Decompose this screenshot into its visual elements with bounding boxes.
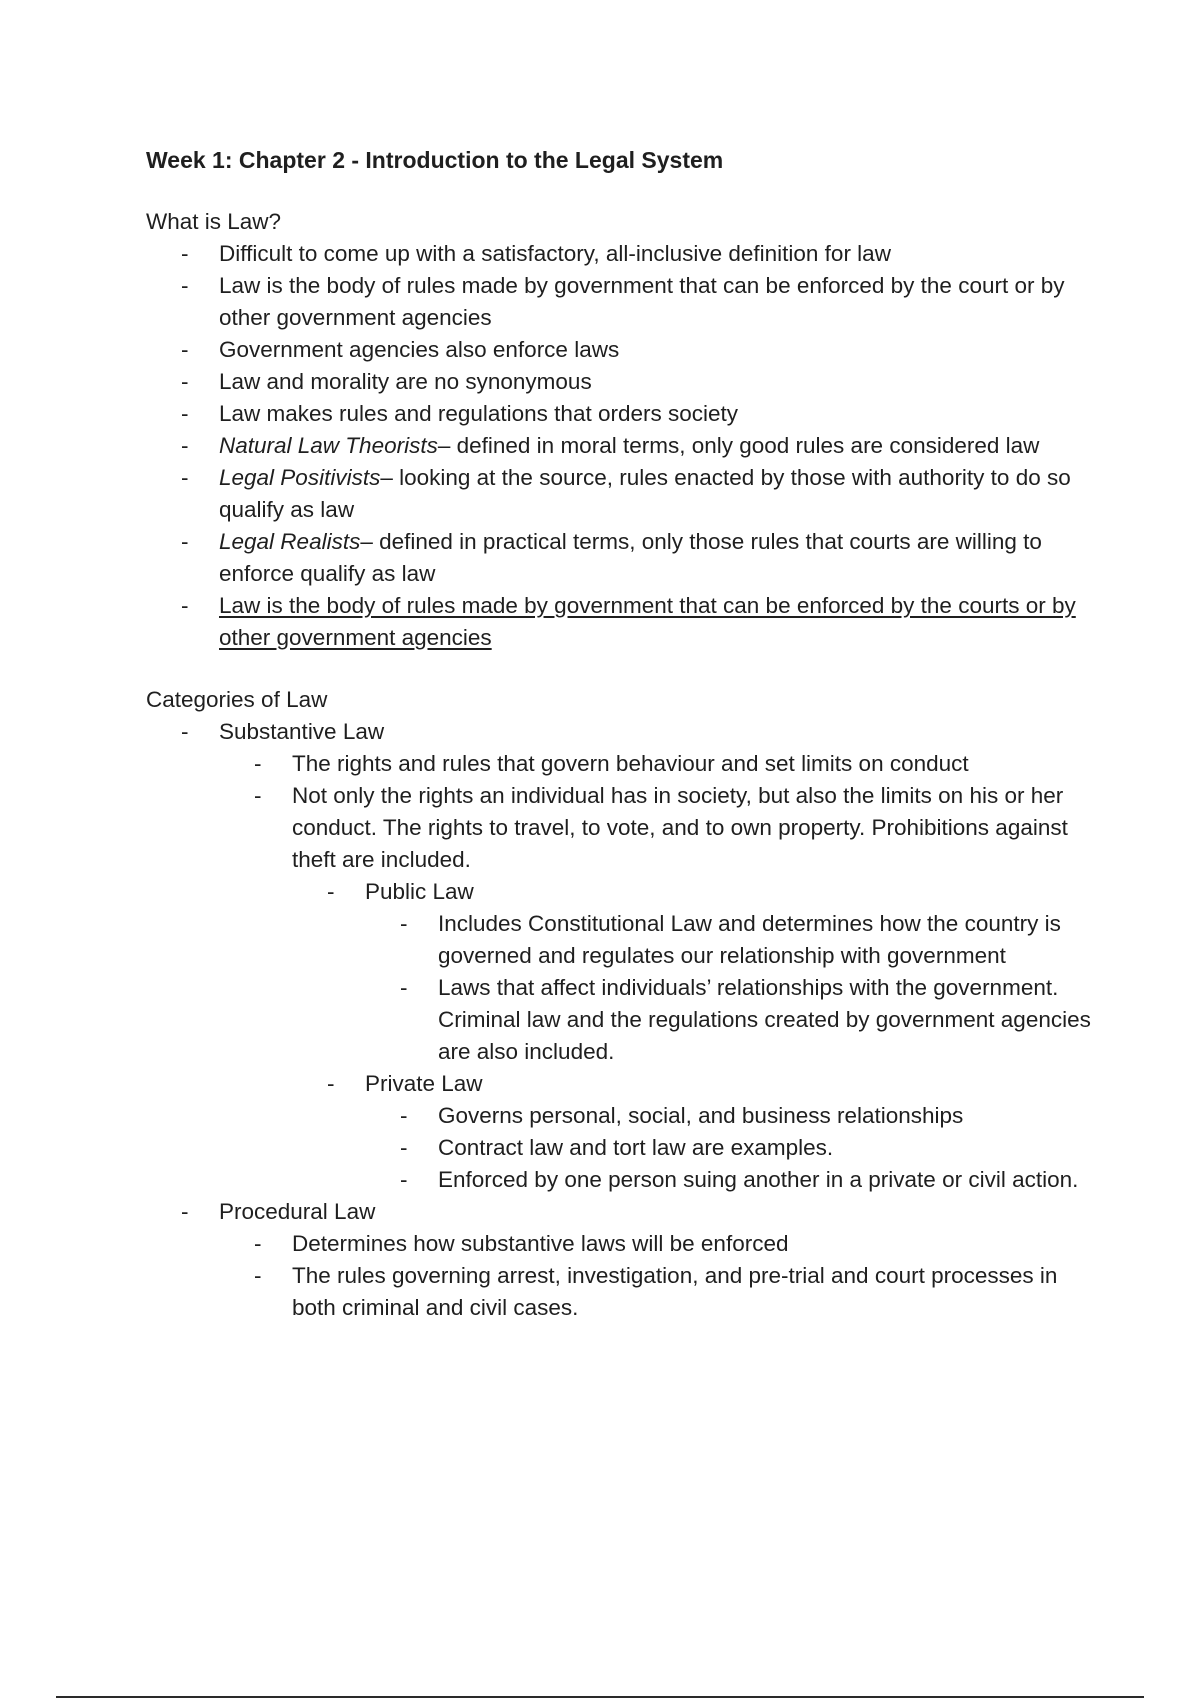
list-item: - Legal Realists– defined in practical terms, only those rules that courts are willing to enforce qualify as law [146, 526, 1106, 590]
list-item: - Law makes rules and regulations that orders society [146, 398, 1106, 430]
list-item: - Natural Law Theorists– defined in moral terms, only good rules are considered law [146, 430, 1106, 462]
what-is-law-list [146, 238, 1106, 654]
private-law-list [365, 1100, 1106, 1196]
term-legal-positivists: Legal Positivists [219, 465, 381, 490]
public-law-list [365, 908, 1106, 1068]
list-item: - Enforced by one person suing another in a private or civil action. [365, 1164, 1106, 1196]
section-heading-categories-of-law: Categories of Law [146, 687, 328, 712]
list-item [146, 590, 1106, 654]
list-item-procedural-law: - Procedural Law - Determines how substantive laws will be enforced - The rules governing arrest, investigation, and pre-trial and court processes in both criminal and civil cases. [146, 1196, 1106, 1324]
page-title: Week 1: Chapter 2 - Introduction to the Legal System [146, 147, 724, 173]
list-item: - Contract law and tort law are examples. [365, 1132, 1106, 1164]
list-item-private-law: - Private Law - Governs personal, social, and business relationships - Contract law and tort law are examples. - Enforced by one person suing another in a private or civil action. [292, 1068, 1106, 1196]
list-item: - Determines how substantive laws will be enforced [219, 1228, 1106, 1260]
document-body [146, 144, 1106, 1324]
footer-divider [56, 1696, 1144, 1698]
list-item: - Governs personal, social, and business relationships [365, 1100, 1106, 1132]
term-legal-realists: Legal Realists [219, 529, 361, 554]
substantive-law-list [219, 748, 1106, 1196]
list-item: - Includes Constitutional Law and determines how the country is governed and regulates our relationship with government [365, 908, 1106, 972]
list-item: - Government agencies also enforce laws [146, 334, 1106, 366]
underlined-definition: Law is the body of rules made by government that can be enforced by the courts or by other government agencies [219, 593, 1076, 650]
list-item: - Law and morality are no synonymous [146, 366, 1106, 398]
list-item-substantive-law: - Substantive Law - The rights and rules that govern behaviour and set limits on conduct - Not only the rights an individual has in society, but also the limits on his or her conduct. The rights to travel, to vote, and to own property. Prohibitions against theft are included. - Public Law - Includes Constitutional Law and determines how the country is governed and regulates our relationship with government - Laws that affect individuals’ relationships with the government. Criminal law and the regulations created by government agencies are also included. - Private Law - Governs personal, social, and business relationships - Contract law and tort law are examples. - Enforced by one person suing another in a private or civil action. [146, 716, 1106, 1196]
term-natural-law-theorists: Natural Law Theorists [219, 433, 438, 458]
substantive-subcategories-list [292, 876, 1106, 1196]
list-item-public-law: - Public Law - Includes Constitutional Law and determines how the country is governed and regulates our relationship with government - Laws that affect individuals’ relationships with the government. Criminal law and the regulations created by government agencies are also included. [292, 876, 1106, 1068]
list-item: - Legal Positivists– looking at the source, rules enacted by those with authority to do so qualify as law [146, 462, 1106, 526]
list-item: - Law is the body of rules made by government that can be enforced by the court or by other government agencies [146, 270, 1106, 334]
list-item: - Not only the rights an individual has in society, but also the limits on his or her conduct. The rights to travel, to vote, and to own property. Prohibitions against theft are included. - Public Law - Includes Constitutional Law and determines how the country is governed and regulates our relationship with government - Laws that affect individuals’ relationships with the government. Criminal law and the regulations created by government agencies are also included. - Private Law - Governs personal, social, and business relationships - Contract law and tort law are examples. - Enforced by one person suing another in a private or civil action. [219, 780, 1106, 1196]
list-item: - Difficult to come up with a satisfactory, all-inclusive definition for law [146, 238, 1106, 270]
list-item: - Laws that affect individuals’ relationships with the government. Criminal law and the regulations created by government agencies are also included. [365, 972, 1106, 1068]
list-item: - The rules governing arrest, investigation, and pre-trial and court processes in both criminal and civil cases. [219, 1260, 1106, 1324]
procedural-law-list [219, 1228, 1106, 1324]
section-heading-what-is-law: What is Law? [146, 209, 282, 234]
categories-list [146, 716, 1106, 1324]
list-item: - The rights and rules that govern behaviour and set limits on conduct [219, 748, 1106, 780]
